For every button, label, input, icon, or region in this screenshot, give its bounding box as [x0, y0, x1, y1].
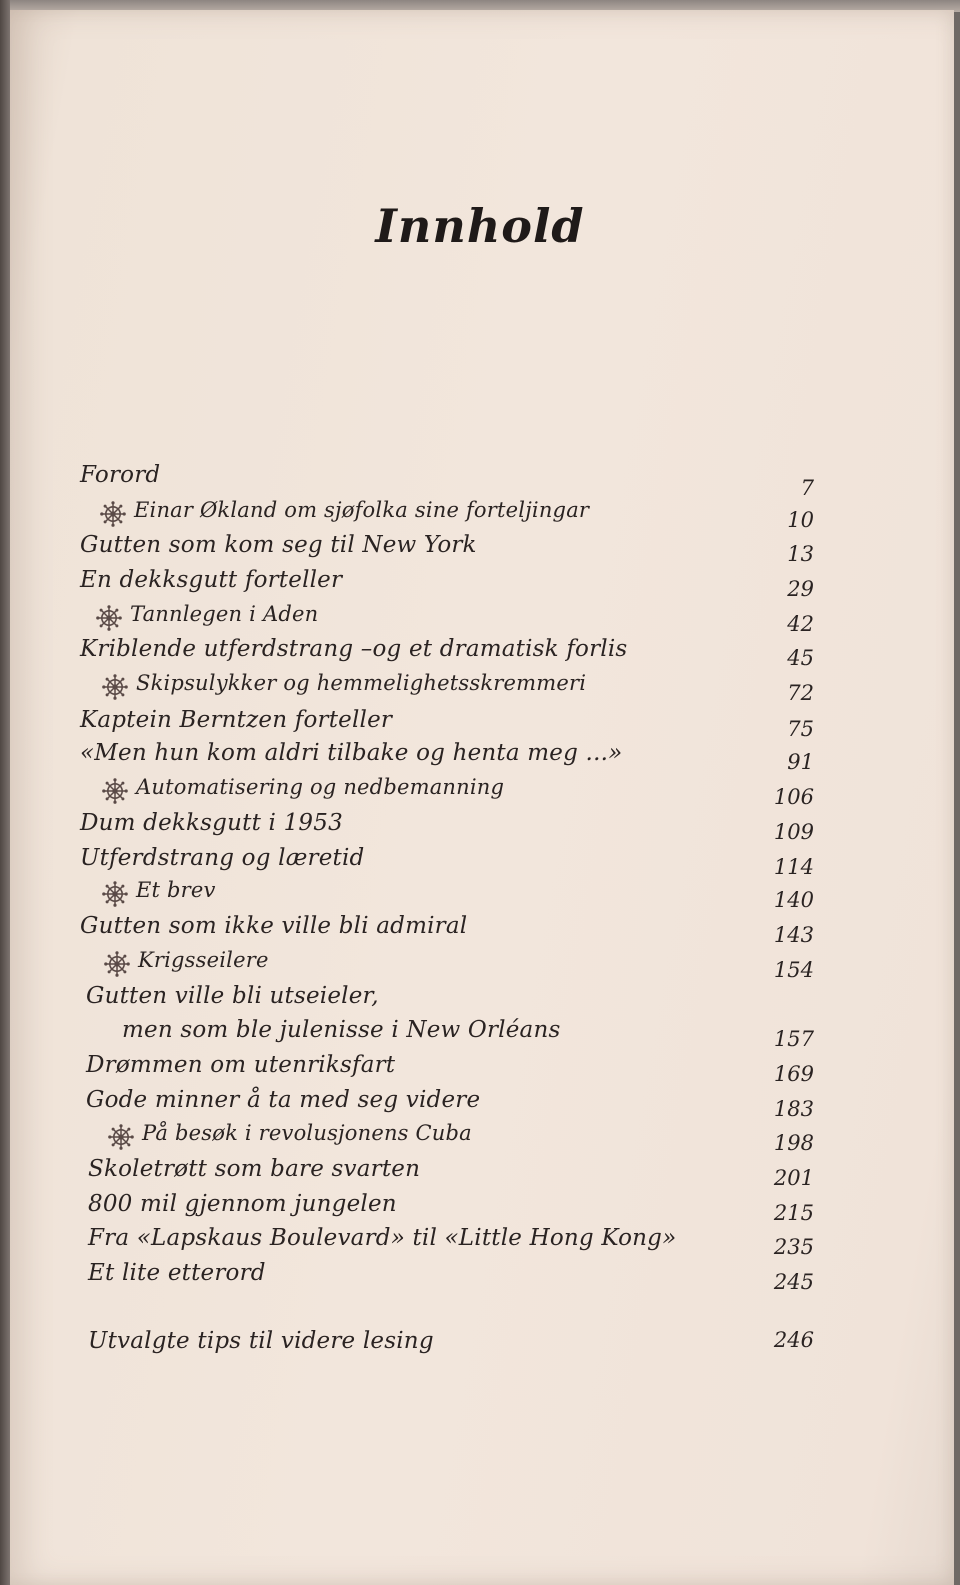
toc-subentry-title: Krigsseilere — [138, 948, 269, 972]
toc-entry — [6, 462, 954, 500]
toc-entry — [6, 1225, 954, 1259]
toc-entry — [6, 810, 954, 844]
toc-page-number: 7 — [800, 476, 814, 500]
ship-wheel-icon — [100, 501, 126, 527]
toc-entry — [6, 1087, 954, 1121]
toc-entry-title: Dum dekksgutt i 1953 — [80, 810, 343, 836]
toc-entry — [6, 1260, 954, 1294]
toc-page-number: 235 — [773, 1235, 814, 1259]
toc-page-number: 183 — [773, 1097, 814, 1121]
toc-page-number: 45 — [787, 646, 814, 670]
ship-wheel-icon — [108, 1124, 134, 1150]
toc-entry-title: Utferdstrang og læretid — [80, 845, 365, 871]
toc-page-number: 91 — [787, 750, 814, 774]
toc-entry-title: Gutten som kom seg til New York — [80, 532, 477, 558]
toc-entry-title: Skoletrøtt som bare svarten — [88, 1156, 421, 1182]
ship-wheel-icon — [102, 778, 128, 804]
book-page — [6, 10, 954, 1585]
ship-wheel-icon — [102, 674, 128, 700]
toc-page-number: 72 — [787, 681, 814, 705]
toc-entry — [6, 602, 954, 636]
toc-subentry-title: Skipsulykker og hemmelighetsskremmeri — [136, 671, 587, 695]
toc-subentry-title: Einar Økland om sjøfolka sine forteljingar — [134, 498, 590, 522]
toc-page-number: 75 — [787, 717, 814, 741]
toc-entry — [6, 1017, 954, 1051]
toc-page-number: 215 — [773, 1201, 814, 1225]
toc-entry — [6, 1328, 954, 1362]
book-spine — [0, 0, 10, 1585]
toc-page-number: 109 — [773, 820, 814, 844]
toc-subentry-title: Et brev — [136, 878, 216, 902]
toc-page-number: 10 — [787, 508, 814, 532]
toc-subentry-title: På besøk i revolusjonens Cuba — [142, 1121, 472, 1145]
toc-entry-title: En dekksgutt forteller — [80, 567, 343, 593]
ship-wheel-icon — [96, 605, 122, 631]
toc-entry — [6, 913, 954, 947]
toc-entry-title: men som ble julenisse i New Orléans — [122, 1017, 561, 1043]
toc-page-number: 140 — [773, 888, 814, 912]
toc-entry-title: Forord — [80, 462, 161, 488]
toc-entry — [6, 740, 954, 774]
toc-subentry-title: Automatisering og nedbemanning — [136, 775, 505, 799]
toc-entry-title: Et lite etterord — [88, 1260, 266, 1286]
toc-page-number: 42 — [787, 612, 814, 636]
toc-entry — [6, 1156, 954, 1190]
toc-entry — [6, 775, 954, 809]
toc-entry — [6, 498, 954, 532]
toc-entry — [6, 878, 954, 912]
toc-page-number: 246 — [773, 1328, 814, 1352]
toc-entry — [6, 845, 954, 879]
toc-entry — [6, 948, 954, 982]
toc-entry — [6, 532, 954, 566]
toc-page-number: 201 — [773, 1166, 814, 1190]
toc-entry — [6, 567, 954, 601]
toc-page-number: 169 — [773, 1062, 814, 1086]
toc-entry — [6, 671, 954, 705]
toc-entry — [6, 983, 954, 1017]
toc-entry — [6, 636, 954, 670]
toc-entry-title: Kaptein Berntzen forteller — [80, 707, 393, 733]
toc-page-number: 143 — [773, 923, 814, 947]
toc-entry — [6, 707, 954, 741]
ship-wheel-icon — [102, 881, 128, 907]
ship-wheel-icon — [104, 951, 130, 977]
toc-entry-title: Gutten ville bli utseieler, — [86, 983, 379, 1009]
toc-entry-title: Fra «Lapskaus Boulevard» til «Little Hong Kong» — [88, 1225, 677, 1251]
page-title: Innhold — [375, 198, 585, 253]
toc-subentry-title: Tannlegen i Aden — [130, 602, 319, 626]
toc-page-number: 245 — [773, 1270, 814, 1294]
toc-page-number: 13 — [787, 542, 814, 566]
toc-entry-title: «Men hun kom aldri tilbake og henta meg ...» — [80, 740, 623, 766]
toc-entry — [6, 1121, 954, 1155]
toc-page-number: 154 — [773, 958, 814, 982]
toc-page-number: 29 — [787, 577, 814, 601]
toc-page-number: 106 — [773, 785, 814, 809]
toc-page-number: 157 — [773, 1027, 814, 1051]
toc-entry-title: Gode minner å ta med seg videre — [86, 1087, 481, 1113]
toc-entry-title: Gutten som ikke ville bli admiral — [80, 913, 468, 939]
toc-entry — [6, 1052, 954, 1086]
toc-entry-title: Drømmen om utenriksfart — [86, 1052, 396, 1078]
toc-entry-title: 800 mil gjennom jungelen — [88, 1191, 397, 1217]
toc-page-number: 114 — [773, 855, 814, 879]
toc-entry-title: Kriblende utferdstrang –og et dramatisk forlis — [80, 636, 628, 662]
toc-entry — [6, 1191, 954, 1225]
toc-page-number: 198 — [773, 1131, 814, 1155]
toc-entry-title: Utvalgte tips til videre lesing — [88, 1328, 434, 1354]
